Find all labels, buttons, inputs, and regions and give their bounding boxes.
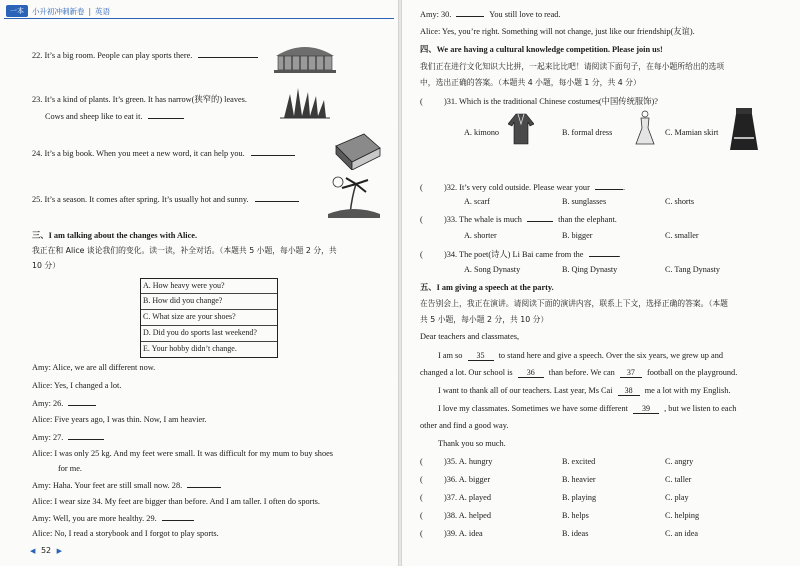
answer-blank-33[interactable] — [527, 213, 553, 222]
section-3-instructions: 我正在和 Alice 谈论我们的变化。读一读，补全对话。（本题共 5 小题，每小题 2 分，共 — [32, 246, 337, 255]
option-35-b[interactable]: B. excited — [562, 457, 596, 466]
question-33: ( )33. The whale is much than the elephant. — [420, 215, 617, 224]
header-rule — [4, 18, 394, 19]
left-page — [0, 0, 398, 566]
answer-blank-28[interactable] — [187, 479, 221, 488]
answer-blank-32[interactable] — [595, 181, 623, 190]
choice-b: B. How did you change? — [143, 296, 223, 305]
answer-blank-29[interactable] — [162, 512, 194, 521]
option-32-c[interactable]: C. shorts — [665, 197, 695, 206]
blank-39[interactable]: 39 — [633, 405, 659, 414]
option-33-b[interactable]: B. bigger — [562, 231, 593, 240]
option-39-b[interactable]: B. ideas — [562, 529, 589, 538]
grass-image — [280, 86, 330, 120]
speech-line: changed a lot. Our school is 36 than before. We can 37 football on the playground. — [420, 368, 738, 377]
answer-blank-25[interactable] — [255, 193, 299, 202]
question-25: 25. It’s a season. It comes after spring. It’s usually hot and sunny. — [32, 193, 299, 205]
next-arrow-icon[interactable]: ▶ — [56, 547, 63, 555]
choice-c: C. What size are your shoes? — [143, 312, 236, 321]
section-5-instructions: 在告别会上，我正在演讲。请阅读下面的演讲内容，联系上下文，选择正确的答案。（本题 — [420, 299, 728, 308]
dialog-line: Alice: I wear size 34. My feet are bigger than before. And I am taller. I often do sports. — [32, 497, 320, 506]
section-4-instructions-cont: 中，选出正确的答案。（本题共 4 小题，每小题 1 分，共 4 分） — [420, 78, 641, 87]
blank-35[interactable]: 35 — [468, 352, 494, 361]
option-35-c[interactable]: C. angry — [665, 457, 694, 466]
question-35: ( )35. A. hungry — [420, 457, 493, 466]
section-4-instructions: 我们正在进行文化知识大比拼，一起来比比吧！请阅读下面句子，在每小题所给出的选项 — [420, 62, 725, 71]
blank-36[interactable]: 36 — [518, 369, 544, 378]
option-36-b[interactable]: B. heavier — [562, 475, 596, 484]
answer-blank-30[interactable] — [456, 8, 484, 17]
section-5-title: 五、I am giving a speech at the party. — [420, 283, 554, 292]
dialog-line: Amy: Alice, we are all different now. — [32, 363, 156, 372]
speech-line: I want to thank all of our teachers. Last year, Ms Cai 38 me a lot with my English. — [438, 386, 731, 395]
dictionary-book-image — [334, 132, 382, 170]
series-badge: 一本 — [6, 5, 28, 17]
option-32-a[interactable]: A. scarf — [464, 197, 490, 206]
dialog-line-end: Alice: Yes, you’re right. Something will not change, just like our friendship(友谊). — [420, 27, 695, 36]
blank-37[interactable]: 37 — [620, 369, 642, 378]
answer-blank-22[interactable] — [198, 49, 258, 58]
option-33-a[interactable]: A. shorter — [464, 231, 497, 240]
speech-line: other and find a good way. — [420, 421, 509, 430]
dialog-line: Amy: Haha. Your feet are still small now. 28. — [32, 479, 221, 491]
option-32-b[interactable]: B. sunglasses — [562, 197, 607, 206]
option-39-c[interactable]: C. an idea — [665, 529, 698, 538]
question-22: 22. It’s a big room. People can play sports there. — [32, 49, 258, 61]
blank-38[interactable]: 38 — [618, 387, 640, 396]
option-31-a[interactable]: A. kimono — [464, 128, 500, 137]
option-33-c[interactable]: C. smaller — [665, 231, 699, 240]
series-title: 小升初冲刺新卷 — [32, 6, 85, 16]
answer-blank-27[interactable] — [68, 431, 104, 440]
section-3-title: 三、I am talking about the changes with Alice. — [32, 231, 198, 240]
answer-blank-24[interactable] — [251, 147, 295, 156]
question-23-cont: Cows and sheep like to eat it. — [45, 110, 184, 122]
option-34-c[interactable]: C. Tang Dynasty — [665, 265, 720, 274]
prev-arrow-icon[interactable]: ◀ — [30, 547, 36, 555]
page-number: ◀ 52 ▶ — [30, 546, 63, 555]
choice-a: A. How heavy were you? — [143, 281, 225, 290]
right-page — [402, 0, 800, 566]
question-39: ( )39. A. idea — [420, 529, 483, 538]
page-header: 一本 小升初冲刺新卷 | 英语 — [6, 4, 110, 18]
answer-blank-34[interactable] — [589, 248, 619, 257]
dialog-line: Alice: Yes, I changed a lot. — [32, 381, 122, 390]
question-23: 23. It’s a kind of plants. It’s green. It has narrow(狭窄的) leaves. — [32, 95, 247, 104]
option-38-b[interactable]: B. helps — [562, 511, 589, 520]
option-37-c[interactable]: C. play — [665, 493, 689, 502]
section-5-instructions-cont: 共 5 小题，每小题 2 分，共 10 分） — [420, 315, 549, 324]
answer-blank-23[interactable] — [148, 110, 184, 119]
dialog-line-30: Amy: 30. You still love to read. — [420, 10, 561, 19]
option-31-b[interactable]: B. formal dress — [562, 128, 613, 137]
choice-e: E. Your hobby didn’t change. — [143, 344, 237, 353]
summer-beach-image — [328, 174, 380, 218]
dialog-line: Alice: Five years ago, I was thin. Now, I am heavier. — [32, 415, 207, 424]
question-34: ( )34. The poet(诗人) Li Bai came from the . — [420, 250, 621, 259]
question-31: ( )31. Which is the traditional Chinese costumes(中国传统服饰)? — [420, 97, 658, 106]
question-38: ( )38. A. helped — [420, 511, 492, 520]
option-31-c[interactable]: C. Mamian skirt — [665, 128, 719, 137]
dialog-line: Amy: 26. — [32, 397, 96, 409]
dialog-line: Amy: 27. — [32, 431, 104, 443]
question-37: ( )37. A. played — [420, 493, 492, 502]
dialog-line: for me. — [58, 464, 82, 473]
section-4-title: 四、We are having a cultural knowledge competition. Please join us! — [420, 45, 663, 54]
question-36: ( )36. A. bigger — [420, 475, 491, 484]
speech-greeting: Dear teachers and classmates, — [420, 332, 520, 341]
gym-building-image — [272, 38, 338, 74]
section-3-instructions-cont: 10 分） — [32, 261, 60, 270]
choices-box — [140, 278, 278, 358]
option-34-a[interactable]: A. Song Dynasty — [464, 265, 521, 274]
answer-blank-26[interactable] — [68, 397, 96, 406]
subject-label: 英语 — [95, 6, 111, 16]
option-37-b[interactable]: B. playing — [562, 493, 597, 502]
question-24: 24. It’s a big book. When you meet a new word, it can help you. — [32, 147, 295, 159]
dialog-line: Amy: Well, you are more healthy. 29. — [32, 512, 194, 524]
option-36-c[interactable]: C. taller — [665, 475, 692, 484]
dialog-line: Alice: I was only 25 kg. And my feet were small. It was difficult for my mum to buy shoes — [32, 449, 334, 458]
formal-dress-image — [634, 110, 656, 146]
speech-thanks: Thank you so much. — [438, 439, 506, 448]
speech-line: I am so 35 to stand here and give a speech. Over the six years, we grew up and — [438, 351, 723, 360]
question-32: ( )32. It’s very cold outside. Please wear your . — [420, 183, 626, 192]
option-34-b[interactable]: B. Qing Dynasty — [562, 265, 618, 274]
option-38-c[interactable]: C. helping — [665, 511, 700, 520]
speech-line: I love my classmates. Sometimes we have some different 39 , but we listen to each — [438, 404, 737, 413]
choice-d: D. Did you do sports last weekend? — [143, 328, 257, 337]
mamian-skirt-image — [730, 108, 758, 152]
kimono-image — [508, 112, 534, 146]
dialog-line: Alice: No, I read a storybook and I forgot to play sports. — [32, 529, 219, 538]
